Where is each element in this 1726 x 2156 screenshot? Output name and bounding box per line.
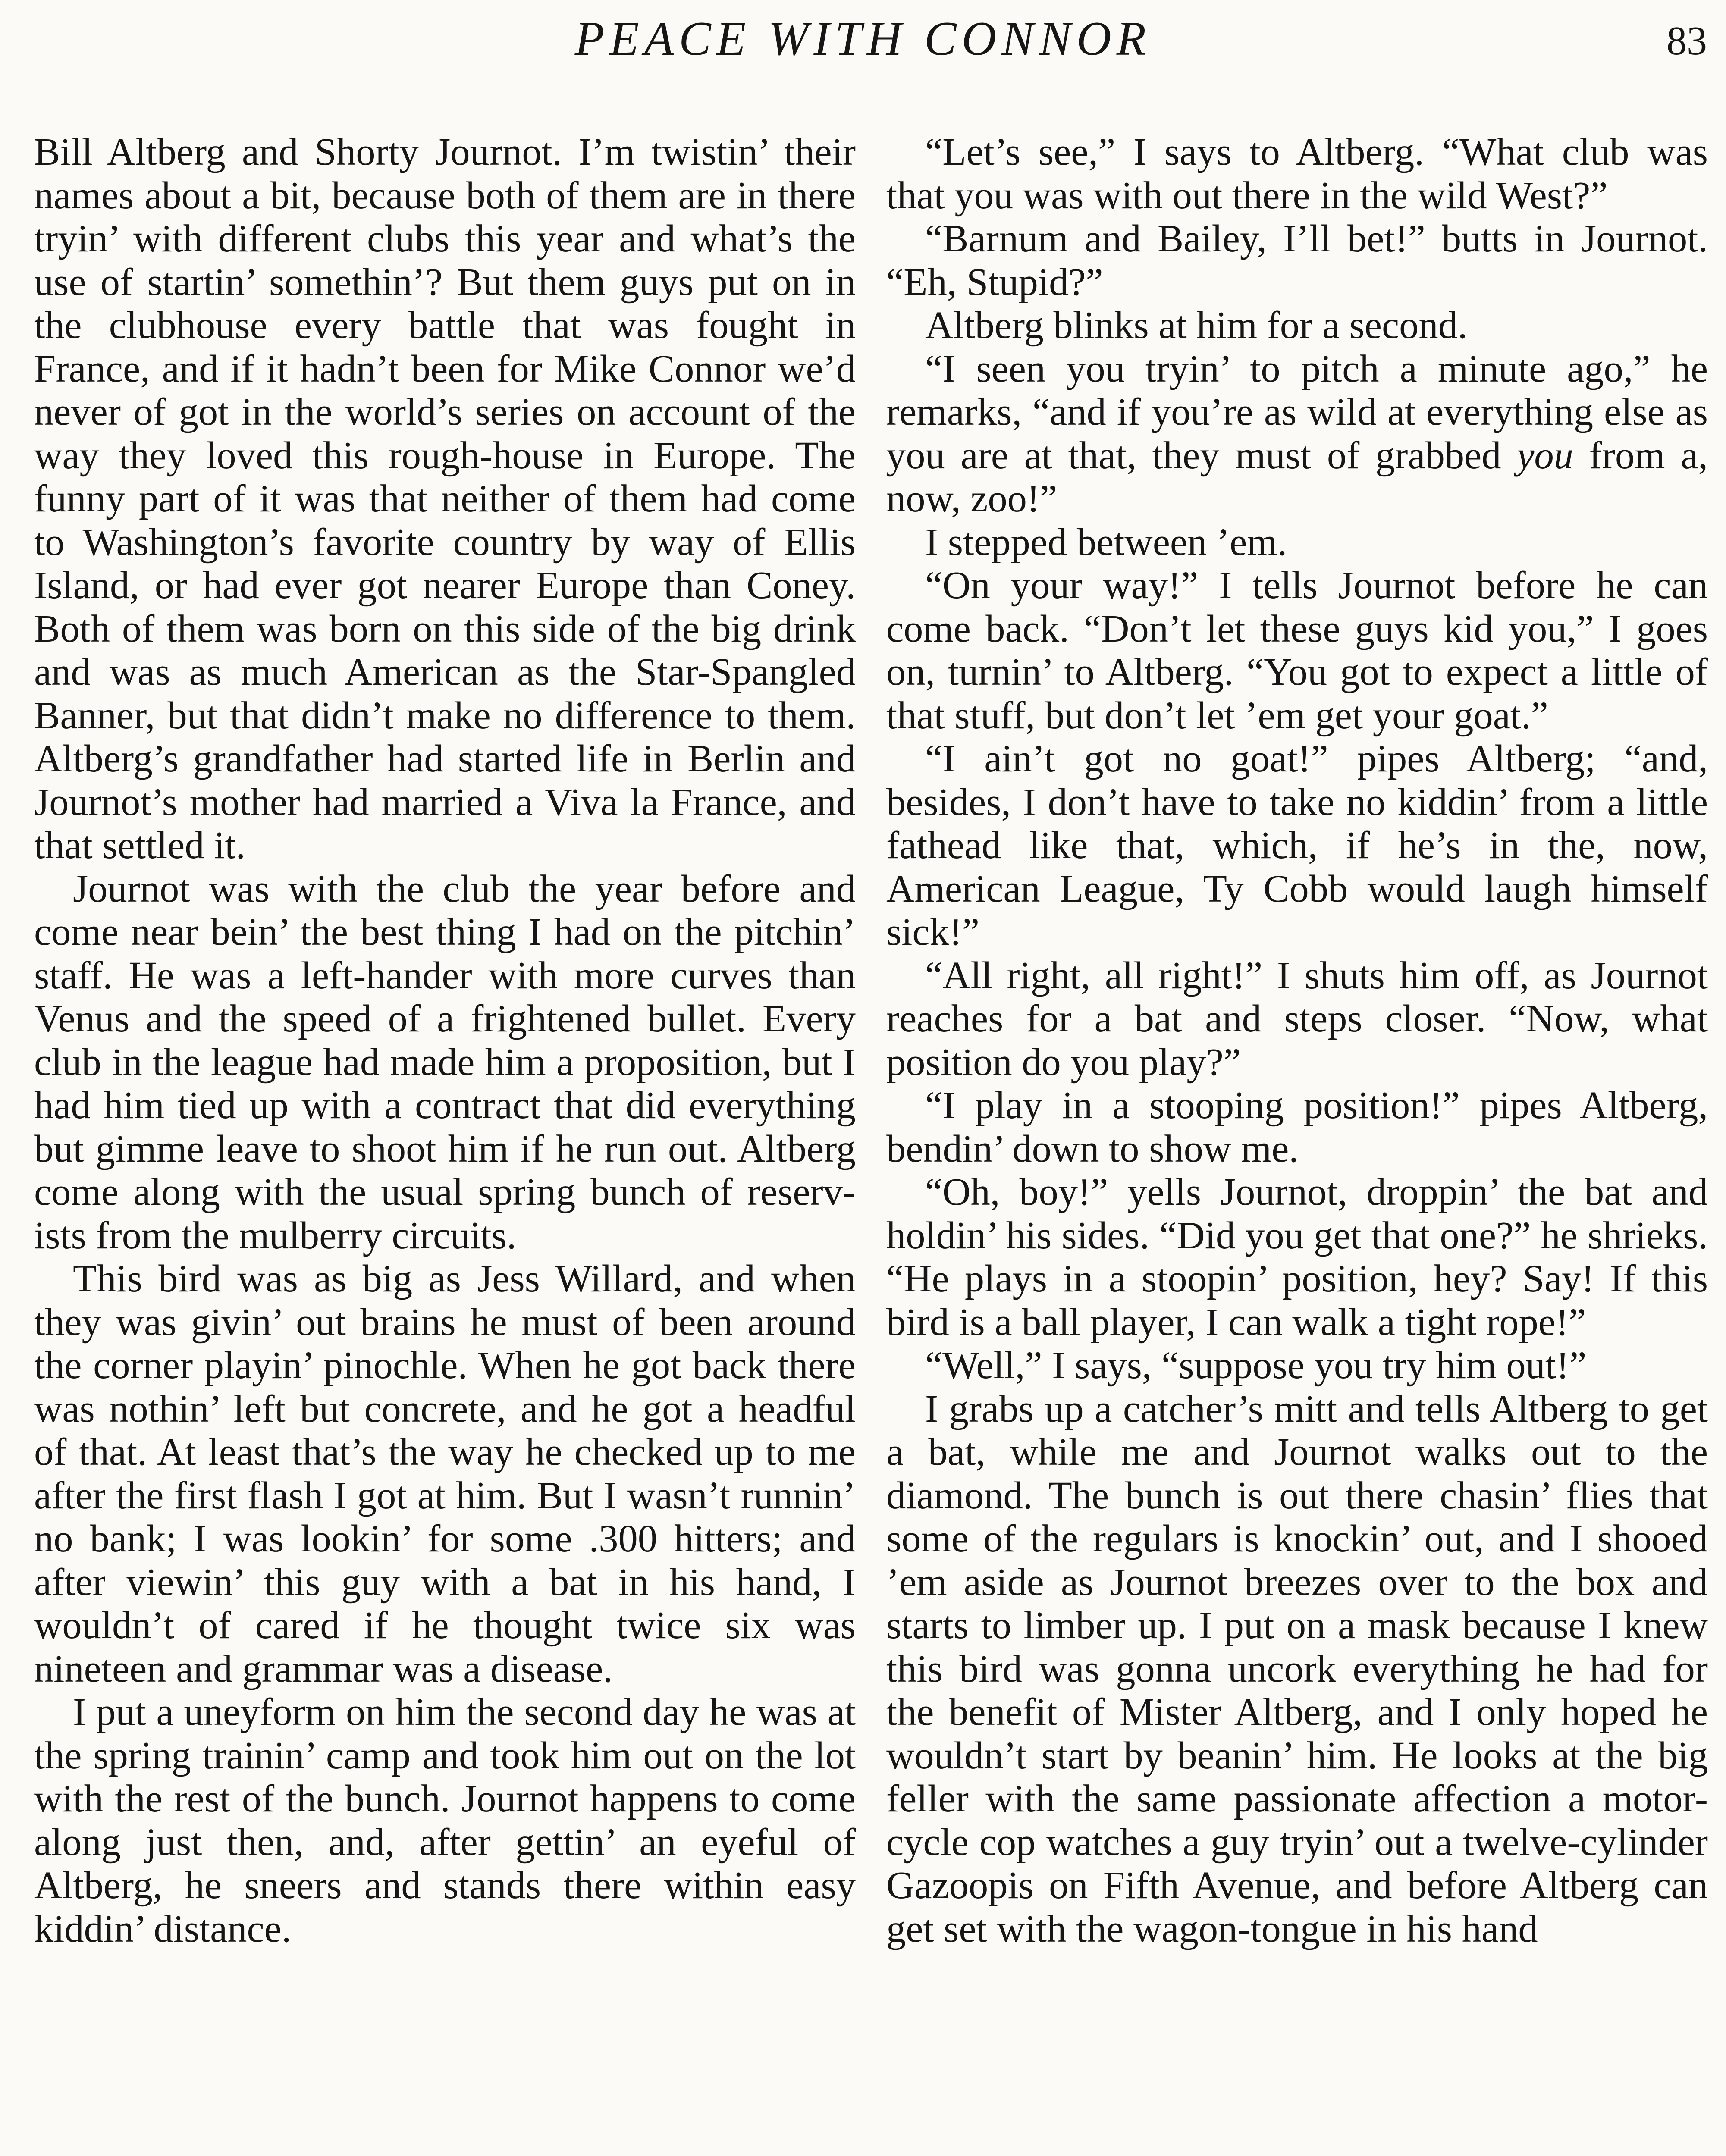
paragraph: Journot was with the club the year before and come near bein’ the best thing I had on the pitchin’ staff. He was a left-hander with more curves than Venus and the speed of a frightened bullet. Every club in the league had made him a proposition, but I had him tied up with a contract that did everything but gimme leave to shoot him if he run out. Altberg come along with the usual spring bunch of reservists from the mulberry circuits. — [34, 866, 856, 1257]
paragraph: “I ain’t got no goat!” pipes Altberg; “and, besides, I don’t have to take no kiddin’ from a little fathead like that, which, if he’s in the, now, American League, Ty Cobb would laugh himself sick!” — [886, 736, 1708, 953]
paragraph: “Well,” I says, “suppose you try him out!” — [925, 1343, 1587, 1387]
paragraph: “Oh, boy!” yells Journot, droppin’ the bat and holdin’ his sides. “Did you get that one?” he shrieks. “He plays in a stoopin’ position, hey? Say! If this bird is a ball player, I can walk a tight rope!” — [886, 1170, 1708, 1344]
paragraph: I put a uneyform on him the second day he was at the spring trainin’ camp and took him out on the lot with the rest of the bunch. Journot happens to come along just then, and, after gettin’ an eyeful of Altberg, he sneers and stands there within easy kiddin’ distance. — [34, 1690, 856, 1950]
emphasized-word: you — [1517, 433, 1573, 477]
paragraph: “Barnum and Bailey, I’ll bet!” butts in Journot. “Eh, Stupid?” — [886, 216, 1708, 304]
left-column — [34, 130, 856, 1950]
right-column — [886, 130, 1708, 1950]
paragraph: “Let’s see,” I says to Altberg. “What club was that you was with out there in the wild West?” — [886, 130, 1708, 217]
paragraph — [886, 347, 1708, 520]
paragraph-text: “I seen you tryin’ to pitch a minute ago,” he remarks, “and if you’re as wild at everything else as you are at that, they must of grabbed — [886, 346, 1708, 477]
paragraph: “I play in a stooping position!” pipes Altberg, bendin’ down to show me. — [886, 1083, 1708, 1170]
paragraph: “On your way!” I tells Journot before he can come back. “Don’t let these guys kid you,” I goes on, turnin’ to Altberg. “You got to expect a little of that stuff, but don’t let ’em get your goat.” — [886, 563, 1708, 737]
paragraph: I stepped between ’em. — [925, 520, 1287, 564]
paragraph: This bird was as big as Jess Willard, and when they was givin’ out brains he must of been around the corner playin’ pinochle. When he got back there was nothin’ left but concrete, and he got a headful of that. At least that’s the way he checked up to me after the first flash I got at him. But I wasn’t runnin’ no bank; I was lookin’ for some .300 hitters; and after viewin’ this guy with a bat in his hand, I wouldn’t of cared if he thought twice six was nineteen and grammar was a disease. — [34, 1257, 856, 1690]
paragraph: Bill Altberg and Shorty Journot. I’m twistin’ their names about a bit, because both of them are in there tryin’ with different clubs this year and what’s the use of startin’ somethin’? But them guys put on in the clubhouse every battle that was fought in France, and if it hadn’t been for Mike Connor we’d never of got in the world’s series on account of the way they loved this rough-house in Europe. The funny part of it was that neither of them had come to Washington’s favorite country by way of Ellis Island, or had ever got nearer Europe than Coney. Both of them was born on this side of the big drink and was as much American as the Star-Spangled Banner, but that didn’t make no difference to them. Altberg’s grandfather had started life in Berlin and Journot’s mother had married a Viva la France, and that settled it. — [34, 130, 856, 867]
paragraph: “All right, all right!” I shuts him off, as Journot reaches for a bat and steps closer. “Now, what position do you play?” — [886, 953, 1708, 1084]
page-number: 83 — [1666, 19, 1707, 63]
paragraph: Altberg blinks at him for a second. — [925, 303, 1468, 347]
paragraph-text: from a, now, zoo!” — [886, 433, 1708, 520]
paragraph: I grabs up a catcher’s mitt and tells Altberg to get a bat, while me and Journot walks out to the diamond. The bunch is out there chasin’ flies that some of the regulars is knockin’ out, and I shooed ’em aside as Journot breezes over to the box and starts to limber up. I put on a mask because I knew this bird was gonna uncork everything he had for the benefit of Mister Altberg, and I only hoped he wouldn’t start by beanin’ him. He looks at the big feller with the same passionate affection a motor-cycle cop watches a guy tryin’ out a twelve-cylinder Gazoopis on Fifth Avenue, and before Altberg can get set with the wagon-tongue in his hand — [886, 1386, 1708, 1950]
running-title: PEACE WITH CONNOR — [574, 12, 1152, 66]
